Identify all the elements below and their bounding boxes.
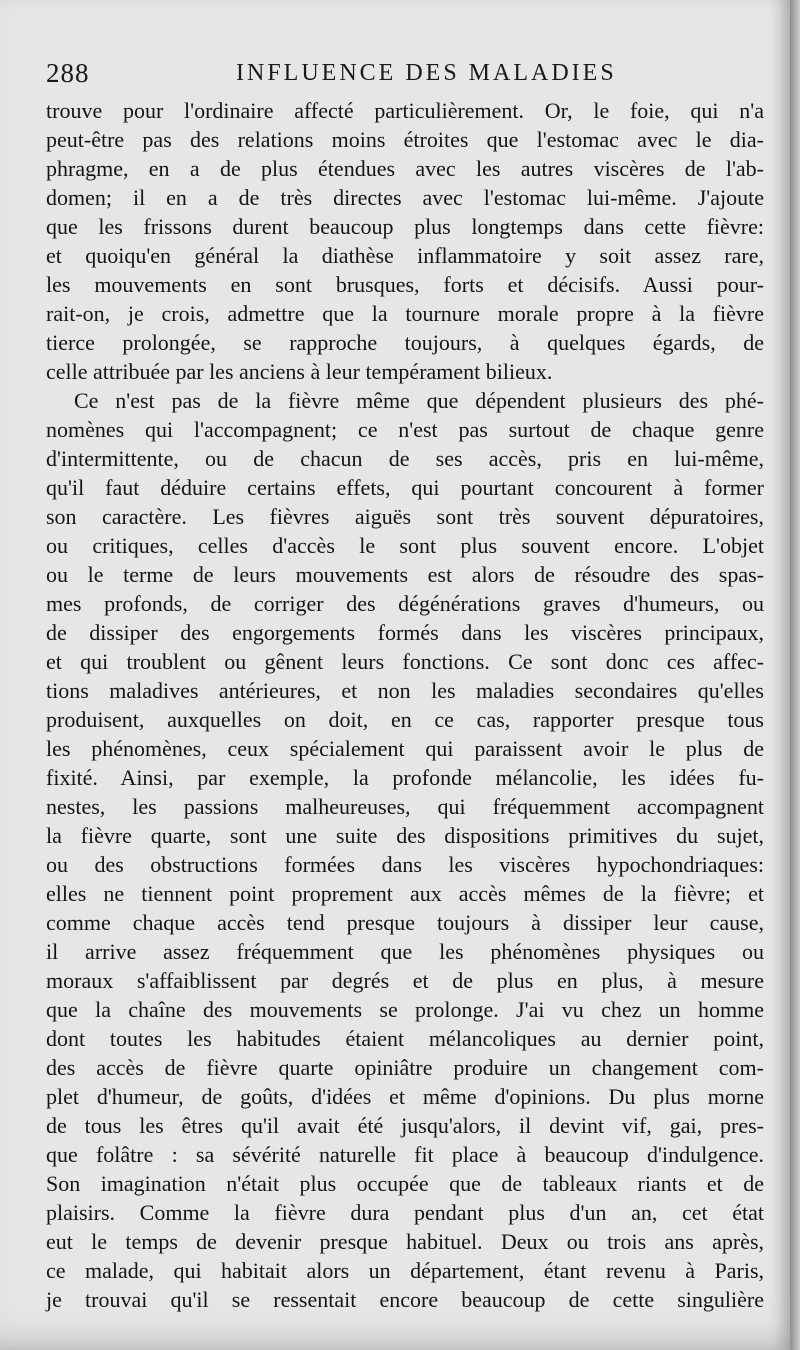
page-edge-shadow — [790, 0, 800, 1350]
text-line: tierce prolongée, se rapproche toujours, à quelques égards, de — [46, 330, 764, 355]
text-line: mes profonds, de corriger des dégénérations graves d'humeurs, ou — [46, 591, 764, 616]
text-line: et qui troublent ou gênent leurs fonctions. Ce sont donc ces affec- — [46, 649, 764, 674]
text-line: celle attribuée par les anciens à leur tempérament bilieux. — [46, 359, 553, 384]
text-line: que les frissons durent beaucoup plus longtemps dans cette fièvre: — [46, 214, 764, 239]
text-line: tions maladives antérieures, et non les maladies secondaires qu'elles — [46, 678, 764, 703]
text-line: des accès de fièvre quarte opiniâtre produire un changement com- — [46, 1055, 764, 1080]
text-line: nomènes qui l'accompagnent; ce n'est pas surtout de chaque genre — [46, 417, 764, 442]
text-line: ou le terme de leurs mouvements est alors de résoudre des spas- — [46, 562, 764, 587]
text-line: comme chaque accès tend presque toujours à dissiper leur cause, — [46, 910, 764, 935]
text-line: fixité. Ainsi, par exemple, la profonde mélancolie, les idées fu- — [46, 765, 764, 790]
text-line: et quoiqu'en général la diathèse inflammatoire y soit assez rare, — [46, 243, 764, 268]
text-line: ce malade, qui habitait alors un département, étant revenu à Paris, — [46, 1258, 764, 1283]
text-line: de dissiper des engorgements formés dans les viscères principaux, — [46, 620, 764, 645]
text-line: phragme, en a de plus étendues avec les autres viscères de l'ab- — [46, 156, 764, 181]
text-line: nestes, les passions malheureuses, qui fréquemment accompagnent — [46, 794, 764, 819]
page-header — [46, 50, 762, 90]
text-line: les mouvements en sont brusques, forts et décisifs. Aussi pour- — [46, 272, 764, 297]
text-line: d'intermittente, ou de chacun de ses accès, pris en lui-même, — [46, 446, 764, 471]
text-line: de tous les êtres qu'il avait été jusqu'alors, il devint vif, gai, pres- — [46, 1113, 764, 1138]
text-line: plaisirs. Comme la fièvre dura pendant plus d'un an, cet état — [46, 1200, 764, 1225]
running-head: INFLUENCE DES MALADIES — [236, 60, 617, 86]
text-line: les phénomènes, ceux spécialement qui paraissent avoir le plus de — [46, 736, 764, 761]
text-line: Ce n'est pas de la fièvre même que dépendent plusieurs des phé- — [74, 388, 764, 413]
body-text — [46, 96, 764, 1314]
text-line: domen; il en a de très directes avec l'estomac lui-même. J'ajoute — [46, 185, 764, 210]
text-line: que folâtre : sa sévérité naturelle fit place à beaucoup d'indulgence. — [46, 1142, 764, 1167]
text-line: rait-on, je crois, admettre que la tournure morale propre à la fièvre — [46, 301, 764, 326]
text-line: il arrive assez fréquemment que les phénomènes physiques ou — [46, 939, 764, 964]
text-line: son caractère. Les fièvres aiguës sont très souvent dépuratoires, — [46, 504, 764, 529]
page-number: 288 — [46, 58, 90, 88]
text-line: produisent, auxquelles on doit, en ce cas, rapporter presque tous — [46, 707, 764, 732]
text-line: peut-être pas des relations moins étroites que l'estomac avec le dia- — [46, 127, 764, 152]
text-line: dont toutes les habitudes étaient mélancoliques au dernier point, — [46, 1026, 764, 1051]
text-line: ou critiques, celles d'accès le sont plus souvent encore. L'objet — [46, 533, 764, 558]
text-line: Son imagination n'était plus occupée que de tableaux riants et de — [46, 1171, 764, 1196]
text-line: que la chaîne des mouvements se prolonge. J'ai vu chez un homme — [46, 997, 764, 1022]
text-line: trouve pour l'ordinaire affecté particulièrement. Or, le foie, qui n'a — [46, 98, 764, 123]
text-line: qu'il faut déduire certains effets, qui pourtant concourent à former — [46, 475, 764, 500]
text-line: la fièvre quarte, sont une suite des dispositions primitives du sujet, — [46, 823, 764, 848]
text-line: plet d'humeur, de goûts, d'idées et même d'opinions. Du plus morne — [46, 1084, 764, 1109]
text-line: moraux s'affaiblissent par degrés et de plus en plus, à mesure — [46, 968, 764, 993]
text-line: eut le temps de devenir presque habituel. Deux ou trois ans après, — [46, 1229, 764, 1254]
text-line: elles ne tiennent point proprement aux accès mêmes de la fièvre; et — [46, 881, 764, 906]
text-line: ou des obstructions formées dans les viscères hypochondriaques: — [46, 852, 764, 877]
text-line: je trouvai qu'il se ressentait encore beaucoup de cette singulière — [46, 1287, 764, 1312]
